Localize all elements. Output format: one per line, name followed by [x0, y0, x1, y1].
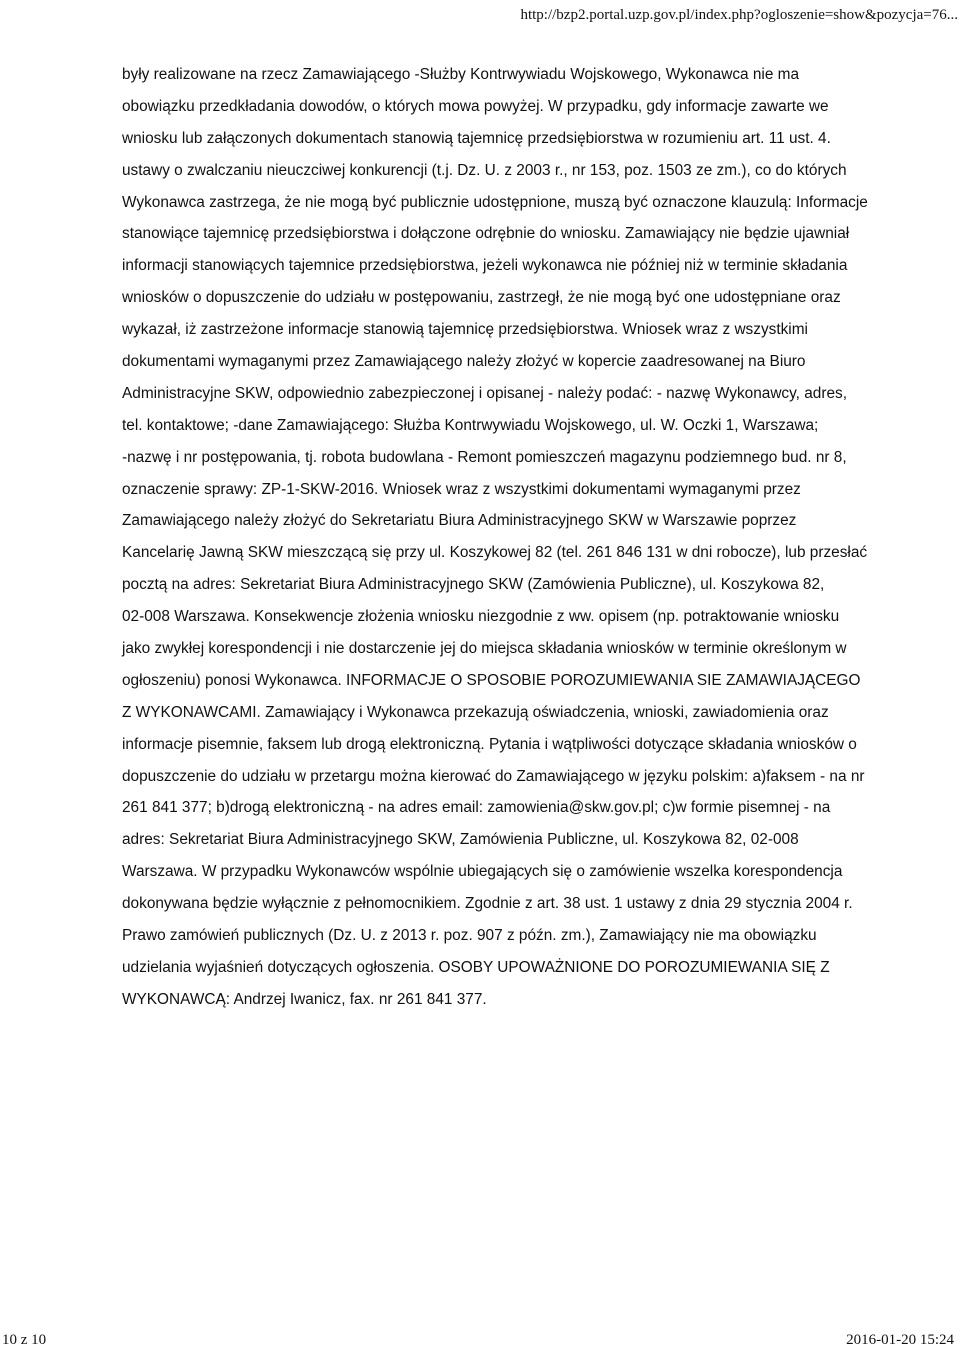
body-line: wykazał, iż zastrzeżone informacje stanowią tajemnicę przedsiębiorstwa. Wniosek wraz z wszystkimi — [122, 321, 808, 339]
body-line: wniosku lub załączonych dokumentach stanowią tajemnicę przedsiębiorstwa w rozumieniu art. 11 ust. 4. — [122, 129, 831, 147]
body-line: Kancelarię Jawną SKW mieszczącą się przy ul. Koszykowej 82 (tel. 261 846 131 w dni robocze), lub przesłać — [122, 544, 868, 562]
body-line: Z WYKONAWCAMI. Zamawiający i Wykonawca przekazują oświadczenia, wnioski, zawiadomienia oraz — [122, 703, 829, 721]
body-line: WYKONAWCĄ: Andrzej Iwanicz, fax. nr 261 841 377. — [122, 990, 487, 1008]
body-line: udzielania wyjaśnień dotyczących ogłoszenia. OSOBY UPOWAŻNIONE DO POROZUMIEWANIA SIĘ Z — [122, 958, 830, 976]
body-line: dopuszczenie do udziału w przetargu można kierować do Zamawiającego w języku polskim: a)faksem - na nr — [122, 767, 865, 785]
body-line: dokonywana będzie wyłącznie z pełnomocnikiem. Zgodnie z art. 38 ust. 1 ustawy z dnia 29 stycznia 2004 r. — [122, 895, 853, 913]
body-line: 261 841 377; b)drogą elektroniczną - na adres email: zamowienia@skw.gov.pl; c)w formie pisemnej - na — [122, 799, 831, 817]
body-line: dokumentami wymaganymi przez Zamawiającego należy złożyć w kopercie zaadresowanej na Biuro — [122, 353, 806, 371]
body-line: pocztą na adres: Sekretariat Biura Administracyjnego SKW (Zamówienia Publiczne), ul. Koszykowa 82, — [122, 576, 825, 594]
body-line: informacji stanowiących tajemnice przedsiębiorstwa, jeżeli wykonawca nie później niż w terminie składania — [122, 257, 848, 275]
body-line: Warszawa. W przypadku Wykonawców wspólnie ubiegających się o zamówienie wszelka korespondencja — [122, 863, 843, 881]
document-body — [122, 59, 882, 1016]
body-line: 02-008 Warszawa. Konsekwencje złożenia wniosku niezgodnie z ww. opisem (np. potraktowanie wniosku — [122, 608, 840, 626]
body-line: oznaczenie sprawy: ZP-1-SKW-2016. Wniosek wraz z wszystkimi dokumentami wymaganymi przez — [122, 480, 801, 498]
body-line: tel. kontaktowe; -dane Zamawiającego: Służba Kontrwywiadu Wojskowego, ul. W. Oczki 1, Warszawa; — [122, 416, 819, 434]
body-line: obowiązku przedkładania dowodów, o których mowa powyżej. W przypadku, gdy informacje zawarte we — [122, 97, 829, 115]
page-number: 10 z 10 — [2, 1332, 47, 1348]
body-line: ogłoszeniu) ponosi Wykonawca. INFORMACJE O SPOSOBIE POROZUMIEWANIA SIE ZAMAWIAJĄCEGO — [122, 671, 861, 689]
body-line: Prawo zamówień publicznych (Dz. U. z 2013 r. poz. 907 z późn. zm.), Zamawiający nie ma obowiązku — [122, 927, 817, 945]
body-line: wniosków o dopuszczenie do udziału w postępowaniu, zastrzegł, że nie mogą być one udostępniane oraz — [122, 289, 841, 307]
body-line: stanowiące tajemnicę przedsiębiorstwa i dołączone odrębnie do wniosku. Zamawiający nie będzie ujawniał — [122, 225, 850, 243]
print-timestamp: 2016-01-20 15:24 — [846, 1332, 954, 1348]
page-header-url: http://bzp2.portal.uzp.gov.pl/index.php?ogloszenie=show&pozycja=76... — [520, 7, 958, 23]
body-line: Administracyjne SKW, odpowiednio zabezpieczonej i opisanej - należy podać: - nazwę Wykonawcy, adres, — [122, 384, 848, 402]
body-line: ustawy o zwalczaniu nieuczciwej konkurencji (t.j. Dz. U. z 2003 r., nr 153, poz. 1503 ze zm.), co do których — [122, 161, 847, 179]
body-line: Zamawiającego należy złożyć do Sekretariatu Biura Administracyjnego SKW w Warszawie poprzez — [122, 512, 797, 530]
body-line: -nazwę i nr postępowania, tj. robota budowlana - Remont pomieszczeń magazynu podziemnego bud. nr 8, — [122, 448, 847, 466]
body-line: Wykonawca zastrzega, że nie mogą być publicznie udostępnione, muszą być oznaczone klauzulą: Informacje — [122, 193, 868, 211]
body-line: były realizowane na rzecz Zamawiającego -Służby Kontrwywiadu Wojskowego, Wykonawca nie ma — [122, 66, 800, 83]
body-line: adres: Sekretariat Biura Administracyjnego SKW, Zamówienia Publiczne, ul. Koszykowa 82, 02-008 — [122, 831, 799, 849]
body-line: informacje pisemnie, faksem lub drogą elektroniczną. Pytania i wątpliwości dotyczące składania wniosków o — [122, 735, 857, 753]
body-line: jako zwykłej korespondencji i nie dostarczenie jej do miejsca składania wniosków w terminie określonym w — [122, 640, 847, 658]
